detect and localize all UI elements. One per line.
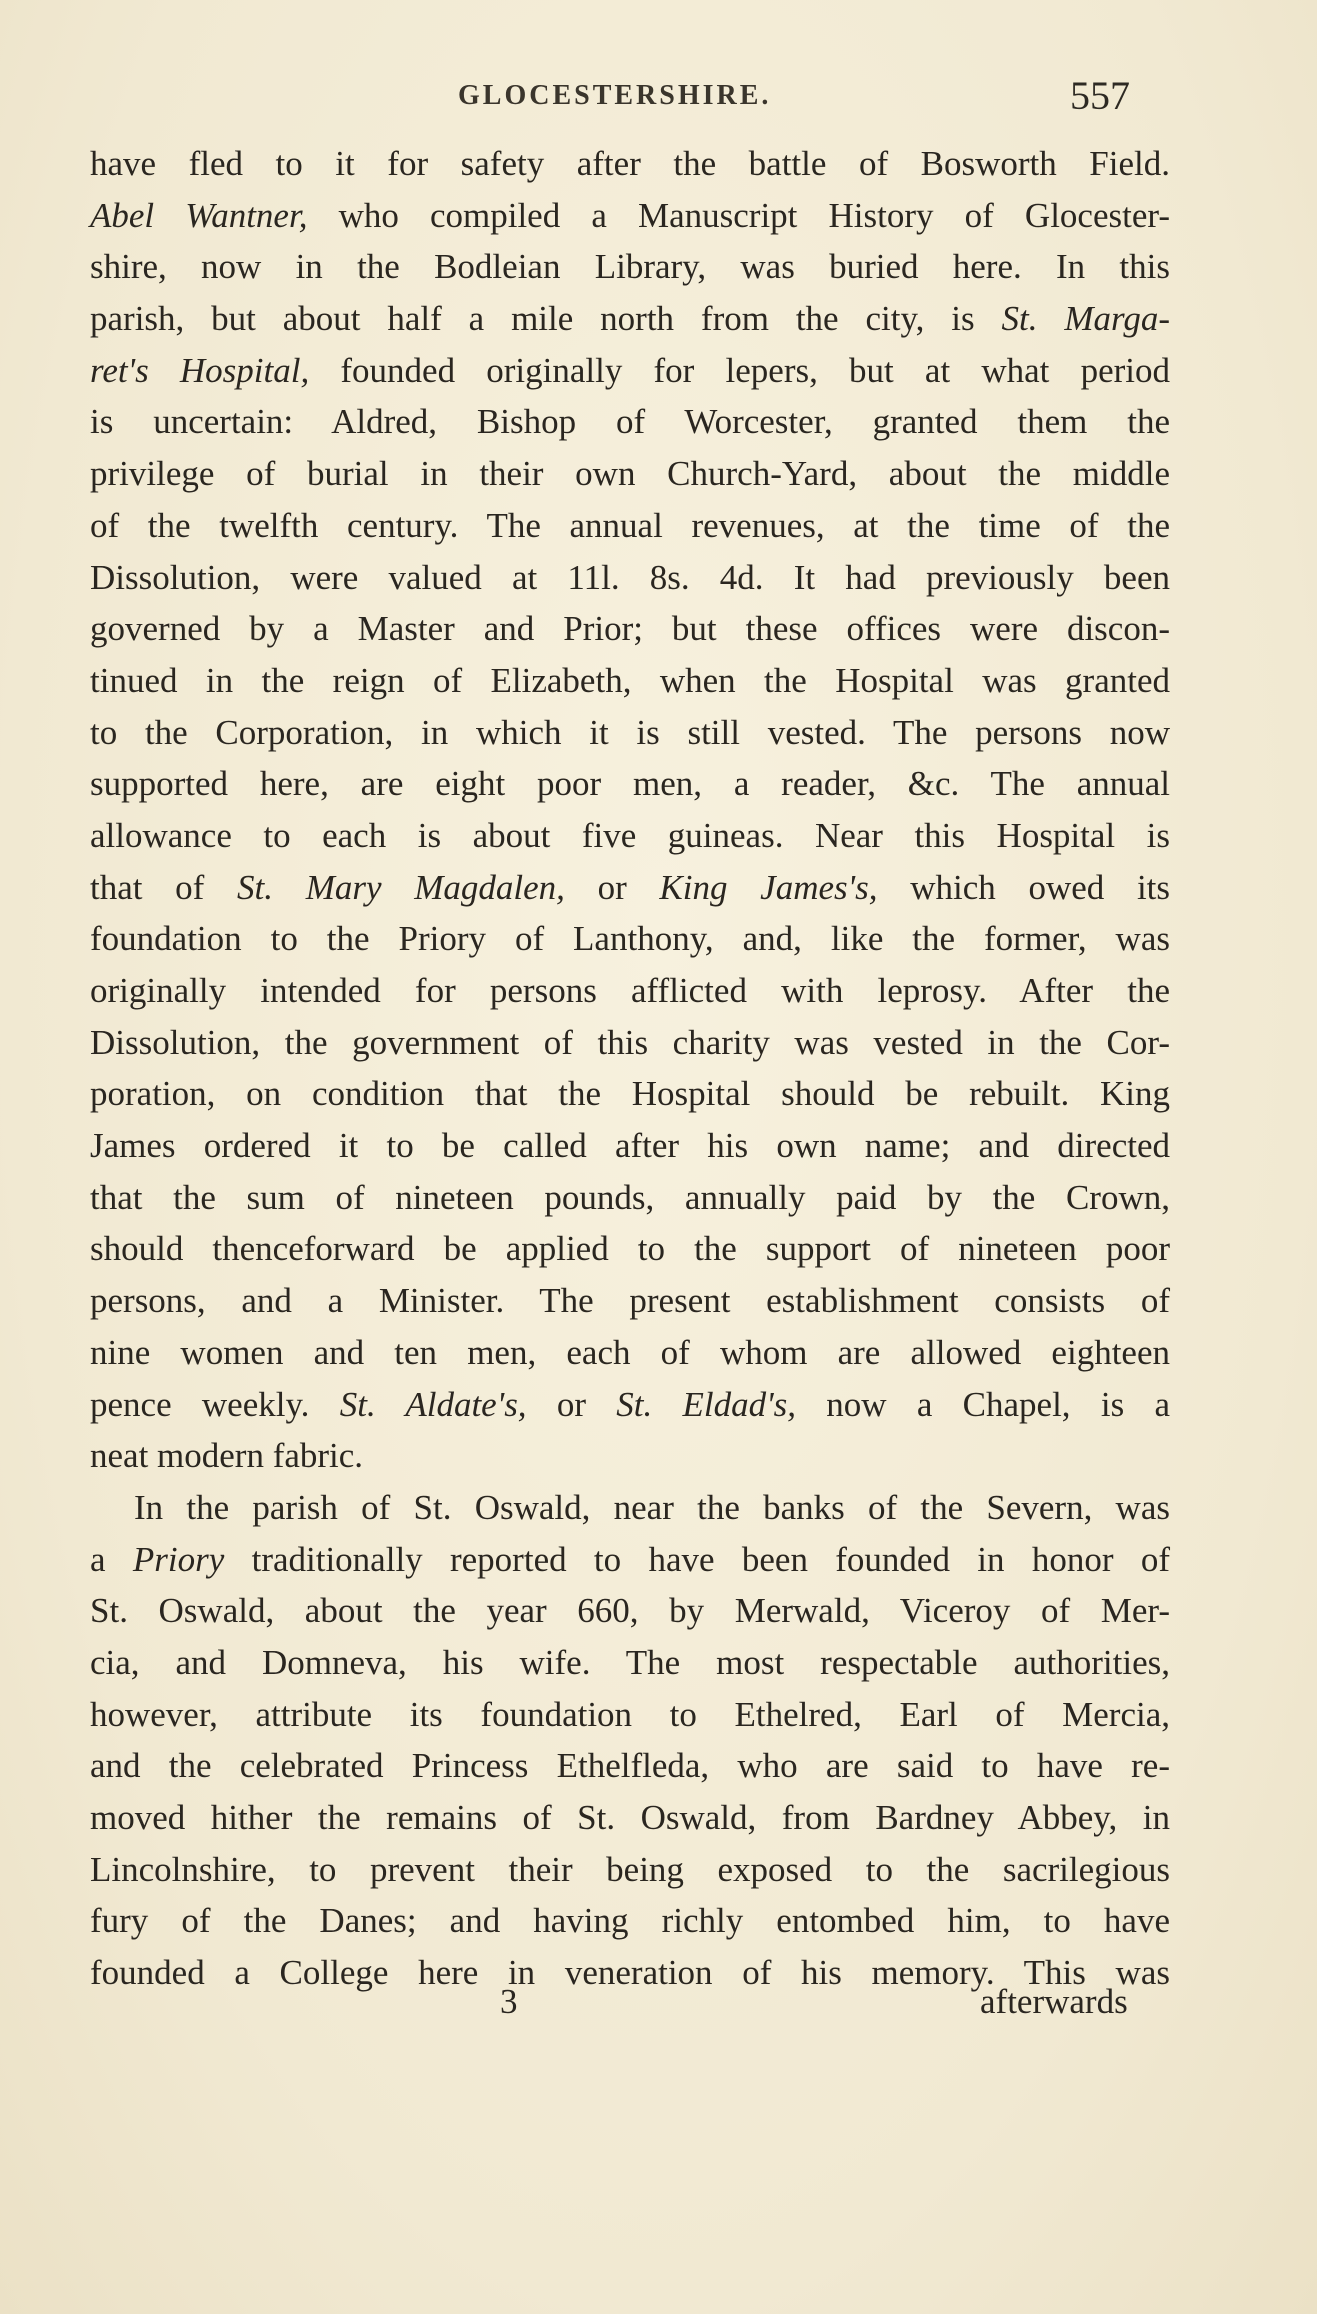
catchword: afterwards <box>980 1982 1128 2021</box>
text-line: shire, now in the Bodleian Library, was buried here. In this <box>90 247 1170 287</box>
page-footer <box>0 1982 1317 2032</box>
text-line: tinued in the reign of Elizabeth, when the Hospital was granted <box>90 660 1170 700</box>
text-line: fury of the Danes; and having richly entombed him, to have <box>90 1901 1170 1941</box>
text-line: ret's Hospital, founded originally for lepers, but at what period <box>90 350 1170 390</box>
text-line: should thenceforward be applied to the support of nineteen poor <box>90 1229 1170 1269</box>
text-line: supported here, are eight poor men, a reader, &c. The annual <box>90 764 1170 804</box>
page-header <box>0 72 1317 122</box>
text-line: however, attribute its foundation to Ethelred, Earl of Mercia, <box>90 1694 1170 1734</box>
text-line: Abel Wantner, who compiled a Manuscript History of Glocester- <box>90 195 1170 235</box>
text-line: have fled to it for safety after the battle of Bosworth Field. <box>90 144 1170 183</box>
text-line: to the Corporation, in which it is still vested. The persons now <box>90 712 1170 752</box>
text-line: and the celebrated Princess Ethelfleda, who are said to have re- <box>90 1746 1170 1786</box>
signature-mark: 3 <box>500 1982 518 2021</box>
text-line: foundation to the Priory of Lanthony, and, like the former, was <box>90 919 1170 959</box>
paragraph-2 <box>90 1482 1170 1999</box>
text-line: a Priory traditionally reported to have been founded in honor of <box>90 1539 1170 1579</box>
text-line: poration, on condition that the Hospital should be rebuilt. King <box>90 1074 1170 1114</box>
text-line: persons, and a Minister. The present establishment consists of <box>90 1281 1170 1321</box>
text-line: Lincolnshire, to prevent their being exposed to the sacrilegious <box>90 1849 1170 1889</box>
text-line: is uncertain: Aldred, Bishop of Worcester, granted them the <box>90 402 1170 442</box>
text-line: allowance to each is about five guineas. Near this Hospital is <box>90 815 1170 855</box>
text-line: parish, but about half a mile north from the city, is St. Marga- <box>90 299 1170 339</box>
text-line: cia, and Domneva, his wife. The most respectable authorities, <box>90 1642 1170 1682</box>
page-body <box>90 138 1170 1999</box>
text-line: nine women and ten men, each of whom are allowed eighteen <box>90 1332 1170 1372</box>
text-line: privilege of burial in their own Church-Yard, about the middle <box>90 454 1170 494</box>
page-number: 557 <box>1070 73 1130 118</box>
text-line: founded a College here in veneration of his memory. This was <box>90 1953 1170 1993</box>
text-line: In the parish of St. Oswald, near the banks of the Severn, was <box>134 1487 1170 1527</box>
text-line: governed by a Master and Prior; but these offices were discon- <box>90 609 1170 649</box>
text-line: Dissolution, the government of this charity was vested in the Cor- <box>90 1022 1170 1062</box>
text-line: neat modern fabric. <box>90 1436 364 1476</box>
text-line: that the sum of nineteen pounds, annually paid by the Crown, <box>90 1177 1170 1217</box>
text-line: of the twelfth century. The annual revenues, at the time of the <box>90 505 1170 545</box>
running-head: GLOCESTERSHIRE. <box>458 80 772 111</box>
text-line: St. Oswald, about the year 660, by Merwald, Viceroy of Mer- <box>90 1591 1170 1631</box>
text-line: moved hither the remains of St. Oswald, from Bardney Abbey, in <box>90 1798 1170 1837</box>
text-line: that of St. Mary Magdalen, or King James's, which owed its <box>90 867 1171 907</box>
text-line: Dissolution, were valued at 11l. 8s. 4d. It had previously been <box>90 557 1170 597</box>
text-line: James ordered it to be called after his own name; and directed <box>90 1126 1170 1166</box>
text-line: pence weekly. St. Aldate's, or St. Eldad's, now a Chapel, is a <box>90 1384 1171 1424</box>
paragraph-1 <box>90 138 1170 1482</box>
text-line: originally intended for persons afflicted with leprosy. After the <box>90 971 1170 1010</box>
